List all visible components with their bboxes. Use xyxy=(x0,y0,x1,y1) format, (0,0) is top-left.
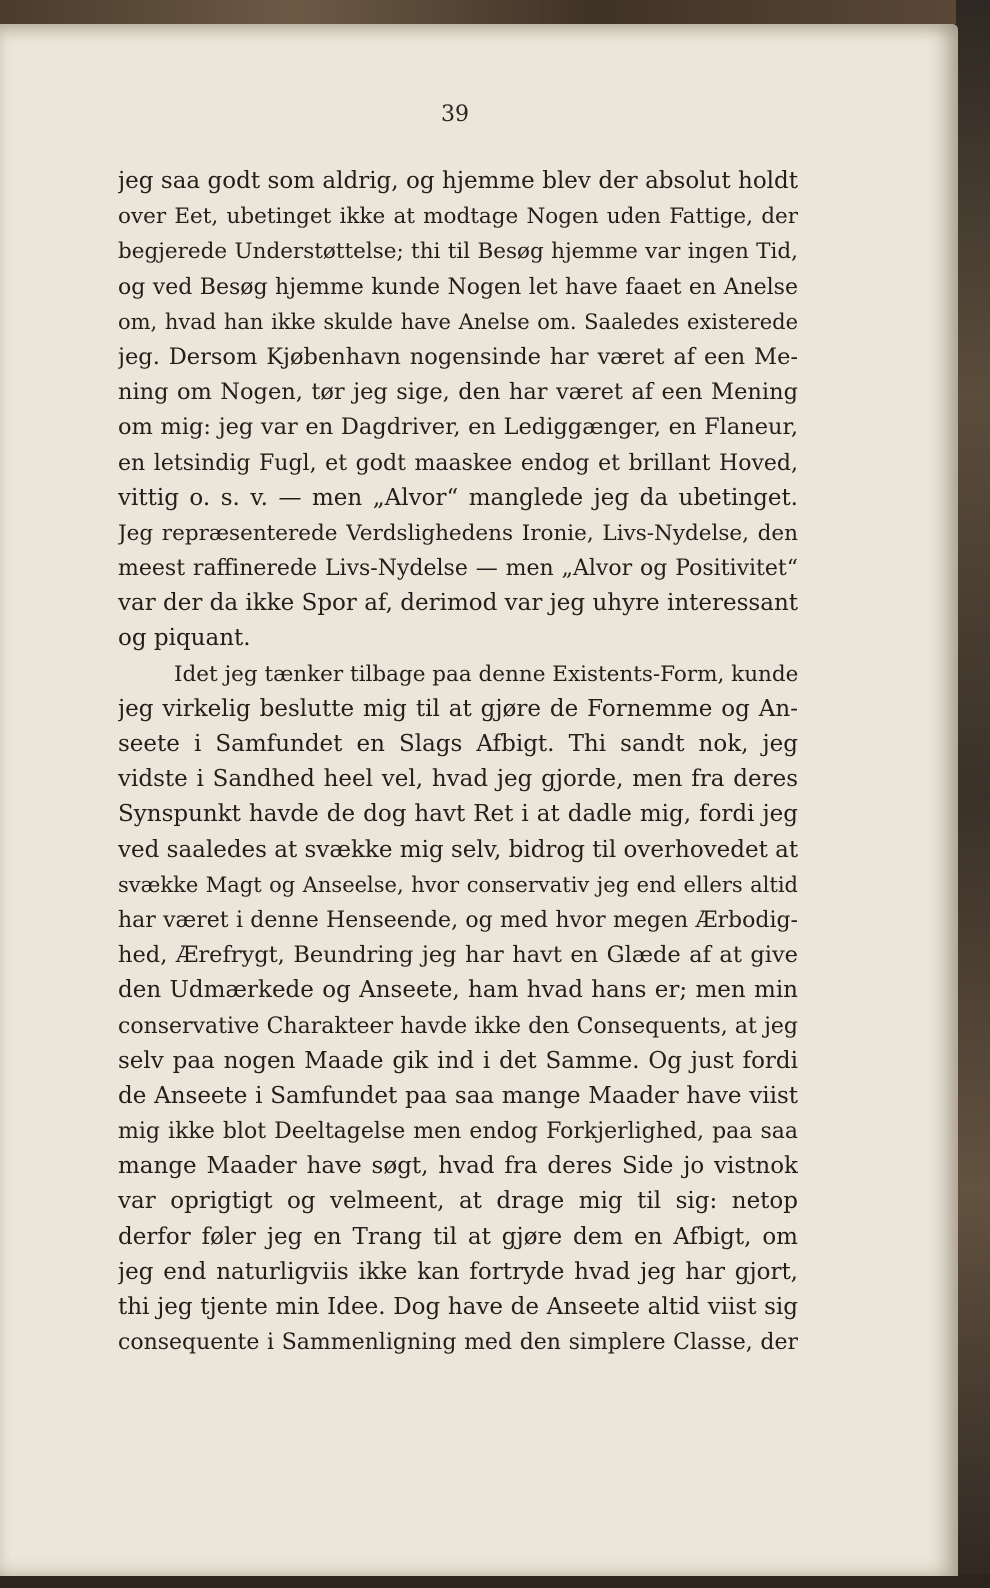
text-line: har været i denne Henseende, og med hvor megen Ærbodig- xyxy=(118,907,798,933)
book-binding-edge xyxy=(956,0,990,1588)
text-line: om mig: jeg var en Dagdriver, en Lediggænger, en Flaneur, xyxy=(118,414,798,441)
text-line: en letsindig Fugl, et godt maaskee endog et brillant Hoved, xyxy=(118,450,798,476)
text-line: consequente i Sammenligning med den simplere Classe, der xyxy=(118,1330,798,1356)
text-line: seete i Samfundet en Slags Afbigt. Thi sandt nok, jeg xyxy=(118,731,798,757)
text-line: hed, Ærefrygt, Beundring jeg har havt en Glæde af at give xyxy=(118,942,798,969)
text-line: derfor føler jeg en Trang til at gjøre dem en Afbigt, om xyxy=(118,1223,798,1250)
text-line: jeg virkelig beslutte mig til at gjøre de Fornemme og An- xyxy=(118,695,798,722)
text-line: over Eet, ubetinget ikke at modtage Nogen uden Fattige, der xyxy=(118,204,798,230)
text-line: de Anseete i Samfundet paa saa mange Maader have viist xyxy=(118,1082,798,1109)
body-text xyxy=(118,164,798,1360)
text-line: conservative Charakteer havde ikke den Consequents, at jeg xyxy=(118,1013,798,1039)
text-line: vittig o. s. v. — men „Alvor“ manglede jeg da ubetinget. xyxy=(118,484,798,511)
text-line: den Udmærkede og Anseete, ham hvad hans er; men min xyxy=(118,977,798,1004)
book-binding-top xyxy=(0,0,990,24)
text-line: ning om Nogen, tør jeg sige, den har været af een Mening xyxy=(118,379,798,406)
text-line: begjerede Understøttelse; thi til Besøg hjemme var ingen Tid, xyxy=(118,239,798,265)
book-page xyxy=(0,24,958,1576)
page-number: 39 xyxy=(441,102,469,127)
text-line: selv paa nogen Maade gik ind i det Samme. Og just fordi xyxy=(118,1047,798,1074)
book-binding-bottom xyxy=(0,1574,990,1588)
text-line: var der da ikke Spor af, derimod var jeg uhyre interessant xyxy=(118,590,798,617)
text-line: og ved Besøg hjemme kunde Nogen let have faaet en Anelse xyxy=(118,274,798,300)
text-line: Synspunkt havde de dog havt Ret i at dadle mig, fordi jeg xyxy=(118,801,798,828)
text-line: jeg saa godt som aldrig, og hjemme blev der absolut holdt xyxy=(118,168,798,194)
text-line: jeg end naturligviis ikke kan fortryde hvad jeg har gjort, xyxy=(118,1258,798,1285)
text-line: mange Maader have søgt, hvad fra deres Side jo vistnok xyxy=(118,1153,798,1180)
text-line: og piquant. xyxy=(118,625,251,652)
text-line: vidste i Sandhed heel vel, hvad jeg gjorde, men fra deres xyxy=(118,766,798,793)
text-line: jeg. Dersom Kjøbenhavn nogensinde har været af een Me- xyxy=(118,343,798,370)
text-line: Jeg repræsenterede Verdslighedens Ironie, Livs-Nydelse, den xyxy=(118,520,798,546)
text-line: om, hvad han ikke skulde have Anelse om. Saaledes existerede xyxy=(118,309,798,334)
text-line: svække Magt og Anseelse, hvor conservativ jeg end ellers altid xyxy=(118,872,798,897)
text-line: var oprigtigt og velmeent, at drage mig til sig: netop xyxy=(118,1188,798,1215)
text-line: thi jeg tjente min Idee. Dog have de Anseete altid viist sig xyxy=(118,1294,798,1320)
text-line: Idet jeg tænker tilbage paa denne Existents-Form, kunde xyxy=(174,661,798,687)
text-line: ved saaledes at svække mig selv, bidrog til overhovedet at xyxy=(118,836,798,863)
text-line: mig ikke blot Deeltagelse men endog Forkjerlighed, paa saa xyxy=(118,1119,798,1145)
text-line: meest raffinerede Livs-Nydelse — men „Alvor og Positivitet“ xyxy=(118,556,798,582)
